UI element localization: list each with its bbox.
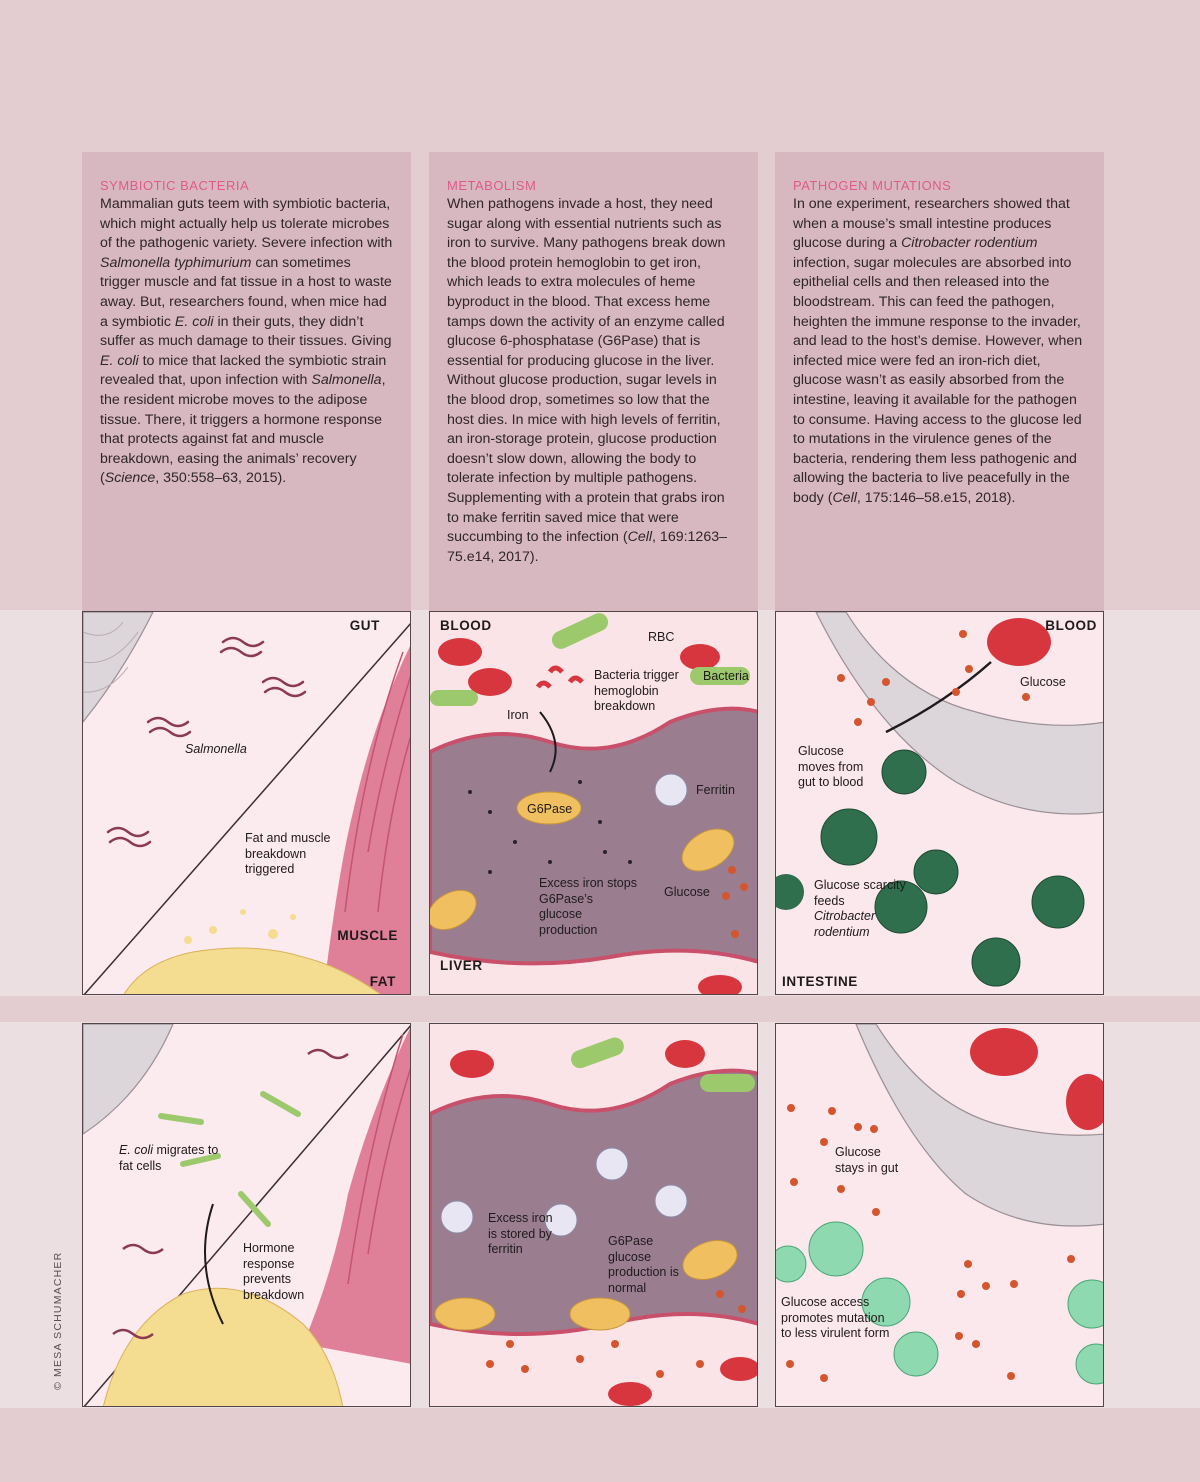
label-scarcity-text: Glucose scarcity feeds <box>814 878 906 908</box>
column-metabolism <box>429 152 758 612</box>
text-run: to mice that lacked the symbiotic strain revealed that, upon infection with <box>100 352 387 389</box>
label-iron: Iron <box>507 708 529 722</box>
italic-run: Salmonella <box>311 372 382 389</box>
text-run: can sometimes trigger muscle and fat tissue in a host to waste away. But, researchers found, when mice had a symbiotic <box>100 254 392 330</box>
label-blood: BLOOD <box>1045 618 1097 633</box>
label-ferritin: Ferritin <box>696 783 735 797</box>
panel-pathogen-mutation <box>775 1023 1104 1407</box>
panel-illustration <box>430 1024 758 1407</box>
column-heading: METABOLISM <box>447 178 537 193</box>
panel-salmonella-infection <box>82 611 411 995</box>
label-intestine: INTESTINE <box>782 974 858 989</box>
text-run: Mammalian guts teem with symbiotic bacteria, which might actually help us tolerate microbes of the pathogenic variety. Severe infection with <box>100 196 393 252</box>
label-muscle: MUSCLE <box>337 928 398 943</box>
label-glucose: Glucose <box>664 885 710 899</box>
italic-run: Science <box>104 470 156 487</box>
label-g6pase-normal: G6Pase glucose production is normal <box>608 1234 679 1295</box>
text-run: , 350:558–63, 2015). <box>155 470 287 487</box>
label-glucose-scarcity <box>814 878 909 940</box>
italic-run: Cell <box>832 489 857 506</box>
text-run: infection, sugar molecules are absorbed into epithelial cells and then released into the bloodstream. This can feed the pathogen, heighten the immune response to the invader, and lead to the host’s demise. However, when infected mice were fed an iron-rich diet, glucose wasn’t as easily absorbed from the intestine, leaving it available for the pathogen to consume. Having access to the glucose led to mutations in the virulence genes of the bacteria, rendering them less pathogenic and allowing the bacteria to live peacefully in the body ( <box>793 254 1083 506</box>
label-liver: LIVER <box>440 958 483 973</box>
column-heading: SYMBIOTIC BACTERIA <box>100 178 250 193</box>
label-migrates-text: migrates to fat cells <box>119 1143 219 1173</box>
label-citrobacter: Citrobacter rodentium <box>814 909 876 939</box>
label-rbc: RBC <box>648 630 675 644</box>
column-pathogen-mutations <box>775 152 1104 612</box>
label-trigger: Bacteria trigger hemoglobin breakdown <box>594 668 679 713</box>
label-excess-iron: Excess iron stops G6Pase’s glucose production <box>539 876 637 937</box>
text-run: , the resident microbe moves to the adipose tissue. There, it triggers a hormone response that protects against fat and muscle breakdown, easing the animals’ recovery ( <box>100 372 386 487</box>
label-glucose-moves: Glucose moves from gut to blood <box>798 744 864 789</box>
italic-run: Citrobacter rodentium <box>901 235 1038 252</box>
panel-glucose-absorption <box>775 611 1104 995</box>
label-blood: BLOOD <box>440 618 492 633</box>
column-symbiotic-bacteria <box>82 152 411 612</box>
panel-ecoli-protection <box>82 1023 411 1407</box>
column-body <box>100 195 393 489</box>
label-fat: FAT <box>369 974 396 989</box>
label-glucose: Glucose <box>1020 675 1066 689</box>
italic-run: Cell <box>627 529 653 546</box>
panel-ferritin-protection <box>429 1023 758 1407</box>
label-ecoli-migrates <box>119 1143 219 1174</box>
column-heading: PATHOGEN MUTATIONS <box>793 178 952 193</box>
italic-run: Salmonella typhimurium <box>100 254 252 271</box>
label-hormone-response: Hormone response prevents breakdown <box>243 1241 305 1302</box>
text-run: In one experiment, researchers showed that when a mouse’s small intestine produces glucose during a <box>793 196 1070 252</box>
panel-illustration <box>776 1024 1104 1407</box>
italic-run: E. coli <box>100 352 139 369</box>
illustration-credit: © MESA SCHUMACHER <box>52 1251 64 1390</box>
label-gut: GUT <box>349 618 380 633</box>
text-run: in their guts, they didn’t suffer as much damage to their tissues. Giving <box>100 313 392 350</box>
column-body <box>447 195 740 567</box>
panel-heme-liver <box>429 611 758 995</box>
label-g6pase: G6Pase <box>527 802 573 816</box>
label-salmonella: Salmonella <box>185 742 247 756</box>
label-bacteria: Bacteria <box>703 669 749 683</box>
panel-illustration <box>83 1024 411 1407</box>
text-run: When pathogens invade a host, they need sugar along with essential nutrients such as iron to survive. Many pathogens break down the blood protein hemoglobin to get iron, which leads to extra molecules of heme byproduct in the blood. That excess heme tamps down the activity of an enzyme called glucose 6-phosphatase (G6Pase) that is essential for producing glucose in the liver. Without glucose production, sugar levels in the blood drop, sometimes so low that the host dies. In mice with high levels of ferritin, an iron-storage protein, glucose production doesn’t slow down, allowing the body to tolerate infection by multiple pathogens. Supplementing with a protein that grabs iron to make ferritin saved mice that were succumbing to the infection ( <box>447 196 726 546</box>
text-run: , 175:146–58.e15, 2018). <box>856 489 1016 506</box>
label-breakdown: Fat and muscle breakdown triggered <box>245 831 331 876</box>
text-run: , 169:1263–75.e14, 2017). <box>447 529 727 565</box>
column-body <box>793 195 1086 509</box>
label-glucose-stays: Glucose stays in gut <box>835 1145 899 1175</box>
label-iron-stored: Excess iron is stored by ferritin <box>488 1211 553 1256</box>
label-glucose-access: Glucose access promotes mutation to less virulent form <box>781 1295 890 1340</box>
italic-run: E. coli <box>174 313 214 330</box>
label-ecoli-name: E. coli <box>119 1143 154 1157</box>
